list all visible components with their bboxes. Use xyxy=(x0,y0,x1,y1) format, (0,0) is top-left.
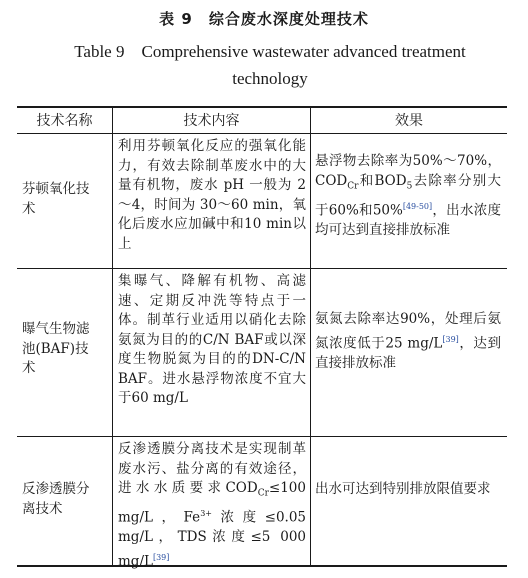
header-effect: 效果 xyxy=(395,113,423,129)
row2-name: 曝气生物滤池(BAF)技术 xyxy=(22,321,90,376)
row-divider-2 xyxy=(17,436,507,437)
row1-name: 芬顿氧化技术 xyxy=(22,181,90,217)
row1-effect-sub-5: 5 xyxy=(406,181,413,192)
table-caption-cn: 表 9 综合废水深度处理技术 xyxy=(159,10,369,28)
row3-content-a: 反渗透膜分离技术是实现制革废水污、盐分离的有效途径，进水水质要求COD xyxy=(118,441,306,496)
row1-effect-sub-cr: Cr xyxy=(347,181,359,192)
row2-effect xyxy=(315,310,501,373)
row1-effect xyxy=(315,152,501,240)
column-divider-1 xyxy=(112,108,113,565)
row3-effect: 出水可达到特别排放限值要求 xyxy=(315,481,491,497)
row1-effect-text: 悬浮物去除率为50%～70%，COD xyxy=(315,153,501,189)
row2-content: 集曝气、降解有机物、高滤速、定期反冲洗等特点于一体。制革行业适用以硝化去除氨氮为目的的C/N BAF或以深度生物脱氮为目的的DN-C/N BAF。进水悬浮物浓度不宜大于60 mg/L xyxy=(118,273,306,406)
row-divider-1 xyxy=(17,268,507,269)
row1-effect-and: 和BOD xyxy=(358,172,407,189)
column-divider-2 xyxy=(310,108,311,565)
row2-effect-end: ，达到直接排放标准 xyxy=(315,335,501,371)
row1-effect-end: ，出水浓度均可达到直接排放标准 xyxy=(315,202,501,238)
row3-content-ref: [39] xyxy=(152,552,170,562)
row1-effect-tail: 去除率分别大于60%和50% xyxy=(315,172,502,219)
row2-effect-ref: [39] xyxy=(442,334,459,344)
header-technique-name: 技术名称 xyxy=(36,113,93,129)
row3-content xyxy=(118,440,306,572)
row3-content-sub-cr: Cr xyxy=(257,488,269,499)
row2-effect-text: 氨氮去除率达90%，处理后氨氮浓度低于25 mg/L xyxy=(315,311,501,351)
table-header-rule xyxy=(17,133,507,134)
table-caption-en: Table 9 Comprehensive wastewater advanced treatment technology xyxy=(74,42,466,88)
row3-content-sup: 3+ xyxy=(200,509,212,519)
row1-effect-ref: [49-50] xyxy=(402,201,433,211)
row1-content: 利用芬顿氧化反应的强氧化能力，有效去除制革废水中的大量有机物，废水 pH 一般为 2～4，时间为 30～60 min，氧化后废水应加碱中和10 min以上 xyxy=(118,138,306,252)
row3-content-c: 浓度≤0.05 mg/L，TDS浓度≤5 000 mg/L xyxy=(118,509,307,570)
header-technique-content: 技术内容 xyxy=(183,113,240,129)
row3-content-b: ≤100 mg/L，Fe xyxy=(118,480,306,526)
row3-name: 反渗透膜分离技术 xyxy=(22,481,90,517)
table-top-rule xyxy=(17,106,507,108)
